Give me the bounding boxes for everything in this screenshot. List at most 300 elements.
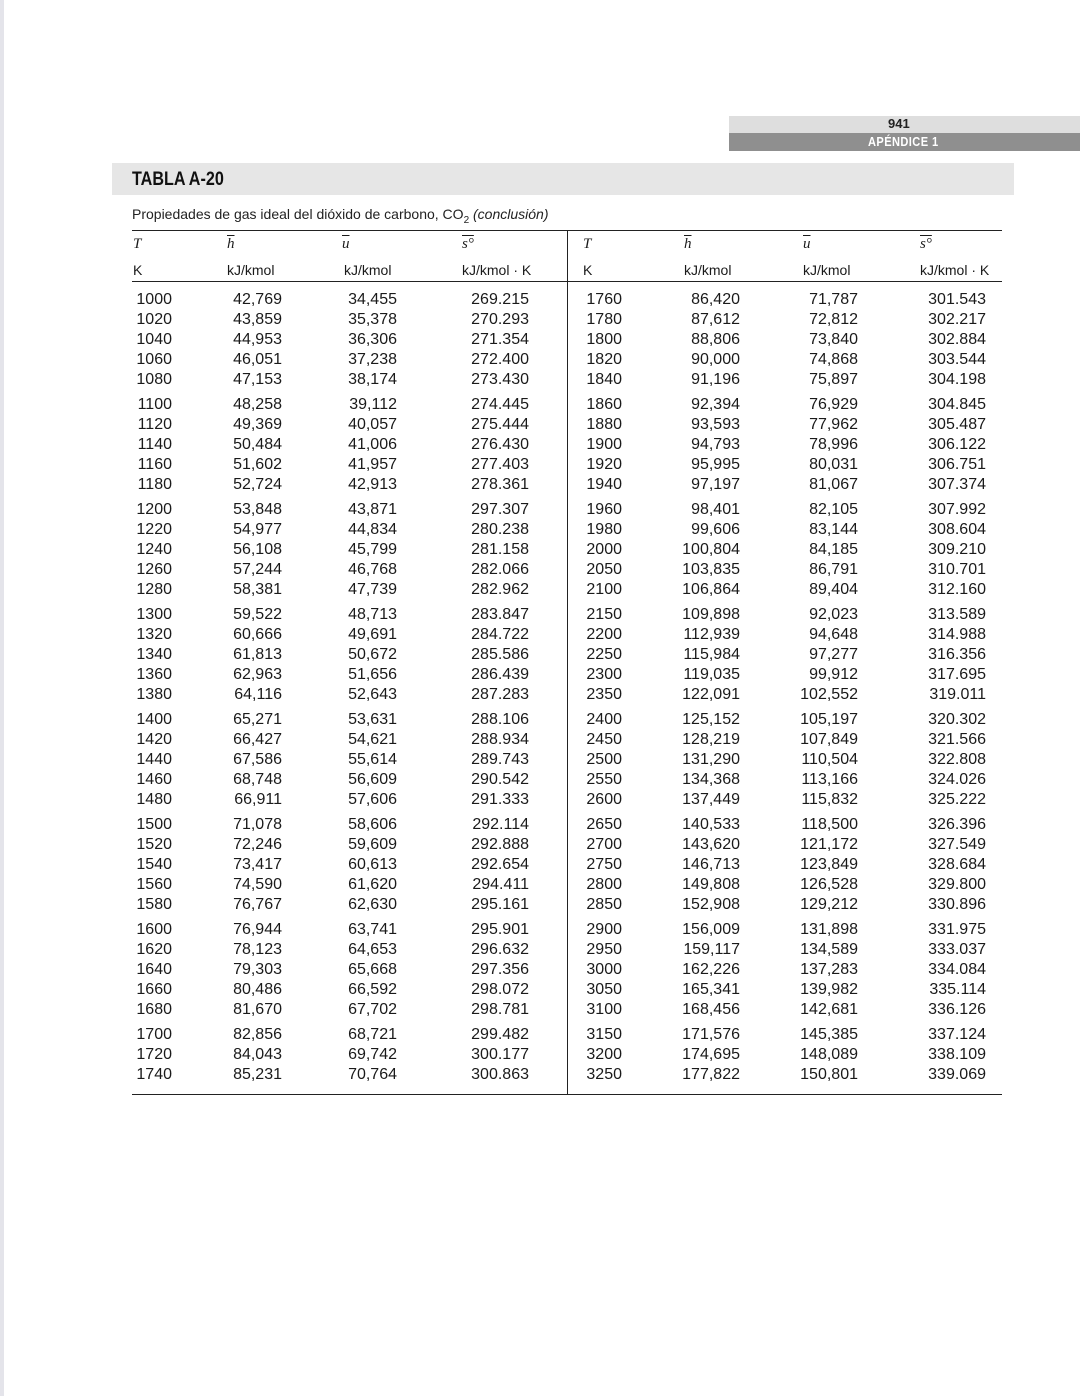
cell-right-s: 307.992 <box>928 501 986 518</box>
cell-right-t: 3150 <box>586 1026 622 1043</box>
header-symbol-s-right: s° <box>920 236 932 252</box>
cell-right-u: 113,166 <box>801 771 858 788</box>
cell-right-h: 125,152 <box>682 711 740 728</box>
cell-left-s: 295.901 <box>471 921 529 938</box>
cell-left-u: 48,713 <box>348 606 397 623</box>
cell-right-u: 105,197 <box>800 711 858 728</box>
cell-right-h: 140,533 <box>682 816 740 833</box>
cell-left-u: 57,606 <box>348 791 397 808</box>
header-unit-u-right: kJ/kmol <box>803 262 851 278</box>
cell-left-t: 1420 <box>136 731 172 748</box>
cell-left-t: 1340 <box>136 646 172 663</box>
cell-right-s: 321.566 <box>928 731 986 748</box>
cell-right-u: 123,849 <box>800 856 858 873</box>
cell-right-u: 86,791 <box>809 561 858 578</box>
cell-left-u: 54,621 <box>348 731 397 748</box>
cell-right-h: 146,713 <box>682 856 740 873</box>
cell-left-h: 84,043 <box>233 1046 282 1063</box>
cell-right-s: 339.069 <box>928 1066 986 1083</box>
cell-right-h: 94,793 <box>691 436 740 453</box>
cell-right-s: 306.122 <box>928 436 986 453</box>
cell-right-s: 336.126 <box>928 1001 986 1018</box>
cell-left-u: 36,306 <box>348 331 397 348</box>
cell-left-s: 269.215 <box>471 291 529 308</box>
cell-right-u: 75,897 <box>809 371 858 388</box>
cell-left-s: 298.072 <box>471 981 529 998</box>
cell-right-t: 1900 <box>586 436 622 453</box>
cell-left-t: 1580 <box>136 896 172 913</box>
cell-right-t: 2400 <box>586 711 622 728</box>
cell-right-t: 2000 <box>586 541 622 558</box>
cell-right-u: 107,849 <box>800 731 858 748</box>
cell-left-s: 297.356 <box>471 961 529 978</box>
cell-left-h: 71,078 <box>233 816 282 833</box>
cell-right-t: 1820 <box>586 351 622 368</box>
cell-left-s: 284.722 <box>471 626 529 643</box>
header-symbol-t-left: T <box>133 236 142 252</box>
cell-right-h: 100,804 <box>682 541 740 558</box>
cell-right-s: 303.544 <box>928 351 986 368</box>
cell-right-u: 73,840 <box>809 331 858 348</box>
cell-left-h: 73,417 <box>233 856 282 873</box>
cell-left-s: 282.066 <box>471 561 529 578</box>
cell-left-s: 291.333 <box>471 791 529 808</box>
cell-right-t: 1960 <box>586 501 622 518</box>
cell-left-h: 48,258 <box>233 396 282 413</box>
cell-left-u: 61,620 <box>348 876 397 893</box>
cell-left-s: 275.444 <box>471 416 529 433</box>
cell-left-u: 41,006 <box>348 436 397 453</box>
cell-left-t: 1600 <box>136 921 172 938</box>
cell-right-h: 171,576 <box>682 1026 740 1043</box>
cell-right-s: 312.160 <box>928 581 986 598</box>
cell-left-u: 44,834 <box>348 521 397 538</box>
cell-right-h: 87,612 <box>691 311 740 328</box>
cell-right-t: 1920 <box>586 456 622 473</box>
cell-left-h: 68,748 <box>233 771 282 788</box>
header-symbol-h-right: $\overline{h}$ <box>684 236 692 252</box>
cell-right-h: 90,000 <box>691 351 740 368</box>
cell-left-t: 1320 <box>136 626 172 643</box>
cell-left-t: 1100 <box>137 396 172 413</box>
cell-left-t: 1400 <box>136 711 172 728</box>
cell-right-h: 86,420 <box>691 291 740 308</box>
cell-left-u: 38,174 <box>348 371 397 388</box>
cell-right-h: 159,117 <box>683 941 740 958</box>
cell-right-h: 91,196 <box>691 371 740 388</box>
cell-left-s: 297.307 <box>471 501 529 518</box>
cell-left-t: 1140 <box>137 436 172 453</box>
cell-right-s: 327.549 <box>928 836 986 853</box>
cell-left-t: 1620 <box>136 941 172 958</box>
cell-left-t: 1240 <box>136 541 172 558</box>
header-unit-h-left: kJ/kmol <box>227 262 275 278</box>
cell-left-h: 67,586 <box>233 751 282 768</box>
cell-left-s: 271.354 <box>471 331 529 348</box>
cell-right-s: 320.302 <box>928 711 986 728</box>
cell-right-s: 325.222 <box>928 791 986 808</box>
cell-left-h: 49,369 <box>233 416 282 433</box>
cell-left-s: 300.177 <box>471 1046 529 1063</box>
cell-left-t: 1280 <box>136 581 172 598</box>
cell-right-u: 76,929 <box>809 396 858 413</box>
cell-left-u: 55,614 <box>348 751 397 768</box>
cell-left-t: 1660 <box>136 981 172 998</box>
cell-right-t: 3100 <box>586 1001 622 1018</box>
cell-right-u: 78,996 <box>809 436 858 453</box>
cell-right-s: 326.396 <box>928 816 986 833</box>
cell-right-h: 97,197 <box>691 476 740 493</box>
cell-right-h: 162,226 <box>682 961 740 978</box>
cell-left-u: 42,913 <box>348 476 397 493</box>
cell-right-h: 131,290 <box>682 751 740 768</box>
cell-left-h: 53,848 <box>233 501 282 518</box>
cell-left-h: 82,856 <box>233 1026 282 1043</box>
cell-right-u: 99,912 <box>809 666 858 683</box>
cell-right-s: 330.896 <box>928 896 986 913</box>
cell-left-t: 1300 <box>136 606 172 623</box>
cell-right-u: 84,185 <box>809 541 858 558</box>
cell-right-t: 2550 <box>586 771 622 788</box>
cell-right-h: 119,035 <box>683 666 740 683</box>
cell-right-u: 71,787 <box>809 291 858 308</box>
cell-left-s: 295.161 <box>471 896 529 913</box>
cell-right-t: 2100 <box>586 581 622 598</box>
cell-left-s: 292.654 <box>471 856 529 873</box>
page-number: 941 <box>888 116 910 131</box>
cell-right-t: 2050 <box>586 561 622 578</box>
cell-right-u: 77,962 <box>809 416 858 433</box>
cell-right-u: 72,812 <box>809 311 858 328</box>
cell-left-s: 285.586 <box>471 646 529 663</box>
cell-right-t: 2350 <box>586 686 622 703</box>
cell-right-u: 134,589 <box>800 941 858 958</box>
cell-right-t: 3000 <box>586 961 622 978</box>
cell-left-h: 65,271 <box>233 711 282 728</box>
cell-right-s: 310.701 <box>928 561 986 578</box>
cell-right-h: 88,806 <box>691 331 740 348</box>
table-caption <box>132 206 549 226</box>
cell-right-h: 128,219 <box>682 731 740 748</box>
cell-left-s: 300.863 <box>471 1066 529 1083</box>
cell-left-t: 1500 <box>136 816 172 833</box>
cell-left-s: 278.361 <box>471 476 529 493</box>
header-unit-t-right: K <box>583 262 593 278</box>
cell-right-u: 110,504 <box>801 751 858 768</box>
cell-left-t: 1380 <box>136 686 172 703</box>
cell-right-h: 174,695 <box>682 1046 740 1063</box>
page-left-edge <box>0 0 4 1396</box>
cell-left-u: 64,653 <box>348 941 397 958</box>
cell-left-s: 281.158 <box>471 541 529 558</box>
cell-right-h: 93,593 <box>691 416 740 433</box>
header-symbol-h-left: $\overline{h}$ <box>227 236 235 252</box>
cell-right-u: 142,681 <box>800 1001 858 1018</box>
cell-left-t: 1080 <box>136 371 172 388</box>
cell-left-s: 277.403 <box>471 456 529 473</box>
cell-right-t: 2750 <box>586 856 622 873</box>
cell-left-h: 44,953 <box>233 331 282 348</box>
cell-left-s: 296.632 <box>471 941 529 958</box>
cell-right-t: 1880 <box>586 416 622 433</box>
cell-right-t: 1860 <box>586 396 622 413</box>
cell-right-s: 316.356 <box>928 646 986 663</box>
cell-right-t: 1800 <box>586 331 622 348</box>
cell-left-t: 1520 <box>136 836 172 853</box>
cell-left-h: 80,486 <box>233 981 282 998</box>
cell-left-s: 298.781 <box>471 1001 529 1018</box>
cell-right-h: 168,456 <box>682 1001 740 1018</box>
column-group-separator <box>567 231 568 1095</box>
cell-right-t: 1760 <box>586 291 622 308</box>
cell-left-u: 56,609 <box>348 771 397 788</box>
cell-right-u: 115,832 <box>801 791 858 808</box>
cell-left-h: 74,590 <box>233 876 282 893</box>
cell-left-t: 1000 <box>136 291 172 308</box>
cell-left-t: 1200 <box>136 501 172 518</box>
cell-right-h: 143,620 <box>682 836 740 853</box>
cell-left-t: 1220 <box>136 521 172 538</box>
cell-right-u: 150,801 <box>800 1066 858 1083</box>
cell-left-h: 61,813 <box>233 646 282 663</box>
cell-left-h: 46,051 <box>233 351 282 368</box>
cell-right-s: 304.198 <box>928 371 986 388</box>
cell-right-u: 80,031 <box>809 456 858 473</box>
cell-left-s: 288.106 <box>471 711 529 728</box>
cell-right-s: 313.589 <box>928 606 986 623</box>
cell-left-s: 280.238 <box>471 521 529 538</box>
cell-right-s: 328.684 <box>928 856 986 873</box>
cell-right-s: 333.037 <box>928 941 986 958</box>
cell-right-s: 331.975 <box>928 921 986 938</box>
cell-right-u: 121,172 <box>800 836 858 853</box>
cell-right-t: 1940 <box>586 476 622 493</box>
cell-left-u: 51,656 <box>348 666 397 683</box>
cell-right-t: 2300 <box>586 666 622 683</box>
cell-right-u: 97,277 <box>809 646 858 663</box>
cell-right-u: 83,144 <box>809 521 858 538</box>
cell-left-h: 47,153 <box>233 371 282 388</box>
cell-left-s: 273.430 <box>471 371 529 388</box>
cell-left-t: 1120 <box>137 416 172 433</box>
cell-left-h: 54,977 <box>233 521 282 538</box>
cell-left-h: 50,484 <box>233 436 282 453</box>
cell-right-h: 106,864 <box>682 581 740 598</box>
cell-left-s: 288.934 <box>471 731 529 748</box>
cell-right-s: 334.084 <box>928 961 986 978</box>
cell-right-t: 2900 <box>586 921 622 938</box>
cell-left-u: 53,631 <box>348 711 397 728</box>
cell-left-u: 59,609 <box>348 836 397 853</box>
cell-right-h: 122,091 <box>682 686 740 703</box>
header-unit-s-left: kJ/kmol · K <box>462 262 532 278</box>
cell-left-s: 292.888 <box>471 836 529 853</box>
cell-left-h: 42,769 <box>233 291 282 308</box>
cell-right-s: 306.751 <box>928 456 986 473</box>
cell-left-h: 58,381 <box>233 581 282 598</box>
cell-right-t: 1840 <box>586 371 622 388</box>
cell-right-t: 1780 <box>586 311 622 328</box>
cell-right-s: 329.800 <box>928 876 986 893</box>
cell-left-u: 65,668 <box>348 961 397 978</box>
cell-left-u: 49,691 <box>348 626 397 643</box>
cell-left-s: 294.411 <box>472 876 529 893</box>
cell-right-u: 145,385 <box>800 1026 858 1043</box>
cell-right-h: 152,908 <box>682 896 740 913</box>
cell-left-u: 40,057 <box>348 416 397 433</box>
cell-left-h: 76,944 <box>233 921 282 938</box>
cell-left-u: 58,606 <box>348 816 397 833</box>
cell-left-s: 287.283 <box>471 686 529 703</box>
cell-right-h: 112,939 <box>683 626 740 643</box>
cell-left-u: 46,768 <box>348 561 397 578</box>
cell-right-h: 134,368 <box>682 771 740 788</box>
header-unit-s-right: kJ/kmol · K <box>920 262 990 278</box>
cell-left-s: 270.293 <box>471 311 529 328</box>
cell-right-h: 95,995 <box>691 456 740 473</box>
cell-right-h: 137,449 <box>682 791 740 808</box>
cell-left-t: 1020 <box>136 311 172 328</box>
cell-right-h: 103,835 <box>682 561 740 578</box>
cell-right-u: 74,868 <box>809 351 858 368</box>
cell-left-t: 1740 <box>136 1066 172 1083</box>
cell-right-h: 109,898 <box>682 606 740 623</box>
cell-right-u: 148,089 <box>800 1046 858 1063</box>
cell-left-h: 43,859 <box>233 311 282 328</box>
cell-left-u: 47,739 <box>348 581 397 598</box>
cell-right-t: 2200 <box>586 626 622 643</box>
cell-left-t: 1540 <box>136 856 172 873</box>
cell-left-s: 282.962 <box>471 581 529 598</box>
cell-left-t: 1360 <box>136 666 172 683</box>
cell-right-t: 2650 <box>586 816 622 833</box>
cell-right-s: 308.604 <box>928 521 986 538</box>
cell-right-s: 304.845 <box>928 396 986 413</box>
cell-left-u: 70,764 <box>348 1066 397 1083</box>
cell-left-h: 56,108 <box>233 541 282 558</box>
cell-left-t: 1260 <box>136 561 172 578</box>
caption-italic: (conclusión) <box>473 206 549 222</box>
cell-left-u: 68,721 <box>348 1026 397 1043</box>
cell-right-s: 302.217 <box>928 311 986 328</box>
cell-right-s: 337.124 <box>928 1026 986 1043</box>
cell-left-s: 274.445 <box>471 396 529 413</box>
cell-left-u: 35,378 <box>348 311 397 328</box>
cell-left-h: 52,724 <box>233 476 282 493</box>
cell-left-h: 51,602 <box>233 456 282 473</box>
cell-left-u: 43,871 <box>348 501 397 518</box>
cell-left-u: 41,957 <box>348 456 397 473</box>
cell-left-s: 286.439 <box>471 666 529 683</box>
cell-left-u: 52,643 <box>348 686 397 703</box>
cell-left-h: 64,116 <box>234 686 282 703</box>
cell-right-t: 1980 <box>586 521 622 538</box>
cell-left-s: 283.847 <box>471 606 529 623</box>
cell-right-t: 3250 <box>586 1066 622 1083</box>
cell-right-s: 322.808 <box>928 751 986 768</box>
header-symbol-u-left: $\overline{u}$ <box>342 236 350 252</box>
header-symbol-t-right: T <box>583 236 592 252</box>
cell-left-h: 66,911 <box>234 791 282 808</box>
cell-left-u: 69,742 <box>348 1046 397 1063</box>
cell-left-u: 34,455 <box>348 291 397 308</box>
cell-left-u: 63,741 <box>348 921 397 938</box>
cell-left-u: 67,702 <box>348 1001 397 1018</box>
cell-left-h: 85,231 <box>233 1066 282 1083</box>
cell-right-s: 338.109 <box>928 1046 986 1063</box>
cell-left-h: 60,666 <box>233 626 282 643</box>
cell-right-u: 131,898 <box>800 921 858 938</box>
cell-right-s: 335.114 <box>929 981 986 998</box>
cell-right-h: 165,341 <box>682 981 740 998</box>
cell-left-h: 72,246 <box>233 836 282 853</box>
cell-right-t: 2600 <box>586 791 622 808</box>
cell-left-h: 57,244 <box>233 561 282 578</box>
cell-left-t: 1460 <box>136 771 172 788</box>
cell-right-h: 115,984 <box>683 646 740 663</box>
cell-left-u: 45,799 <box>348 541 397 558</box>
cell-left-s: 289.743 <box>471 751 529 768</box>
cell-right-t: 2500 <box>586 751 622 768</box>
cell-left-t: 1640 <box>136 961 172 978</box>
cell-left-s: 299.482 <box>471 1026 529 1043</box>
caption-main: Propiedades de gas ideal del dióxido de carbono, CO <box>132 206 464 222</box>
table-title: TABLA A-20 <box>132 169 224 190</box>
cell-left-u: 39,112 <box>349 396 397 413</box>
header-unit-h-right: kJ/kmol <box>684 262 732 278</box>
cell-right-t: 2950 <box>586 941 622 958</box>
cell-left-h: 62,963 <box>233 666 282 683</box>
cell-left-h: 79,303 <box>233 961 282 978</box>
cell-left-u: 60,613 <box>348 856 397 873</box>
cell-right-s: 314.988 <box>928 626 986 643</box>
cell-right-h: 99,606 <box>691 521 740 538</box>
cell-right-s: 302.884 <box>928 331 986 348</box>
cell-right-t: 2450 <box>586 731 622 748</box>
header-unit-t-left: K <box>133 262 143 278</box>
cell-left-h: 66,427 <box>233 731 282 748</box>
cell-right-s: 309.210 <box>928 541 986 558</box>
cell-left-h: 76,767 <box>233 896 282 913</box>
cell-left-t: 1040 <box>136 331 172 348</box>
cell-left-t: 1680 <box>136 1001 172 1018</box>
cell-left-t: 1060 <box>136 351 172 368</box>
cell-right-h: 177,822 <box>682 1066 740 1083</box>
cell-right-t: 2800 <box>586 876 622 893</box>
cell-left-t: 1720 <box>136 1046 172 1063</box>
cell-left-t: 1560 <box>136 876 172 893</box>
cell-left-t: 1160 <box>137 456 172 473</box>
cell-right-u: 89,404 <box>809 581 858 598</box>
cell-left-h: 59,522 <box>233 606 282 623</box>
cell-right-t: 2250 <box>586 646 622 663</box>
header-unit-u-left: kJ/kmol <box>344 262 392 278</box>
caption-subscript: 2 <box>463 214 470 226</box>
cell-right-t: 2150 <box>586 606 622 623</box>
cell-left-s: 272.400 <box>471 351 529 368</box>
cell-left-t: 1700 <box>136 1026 172 1043</box>
cell-right-u: 139,982 <box>800 981 858 998</box>
cell-right-h: 149,808 <box>682 876 740 893</box>
cell-right-h: 156,009 <box>682 921 740 938</box>
cell-right-s: 307.374 <box>928 476 986 493</box>
cell-right-s: 324.026 <box>928 771 986 788</box>
cell-right-u: 118,500 <box>801 816 858 833</box>
cell-right-u: 137,283 <box>800 961 858 978</box>
cell-right-s: 317.695 <box>928 666 986 683</box>
cell-right-s: 319.011 <box>929 686 986 703</box>
appendix-label: APÉNDICE 1 <box>868 134 939 149</box>
